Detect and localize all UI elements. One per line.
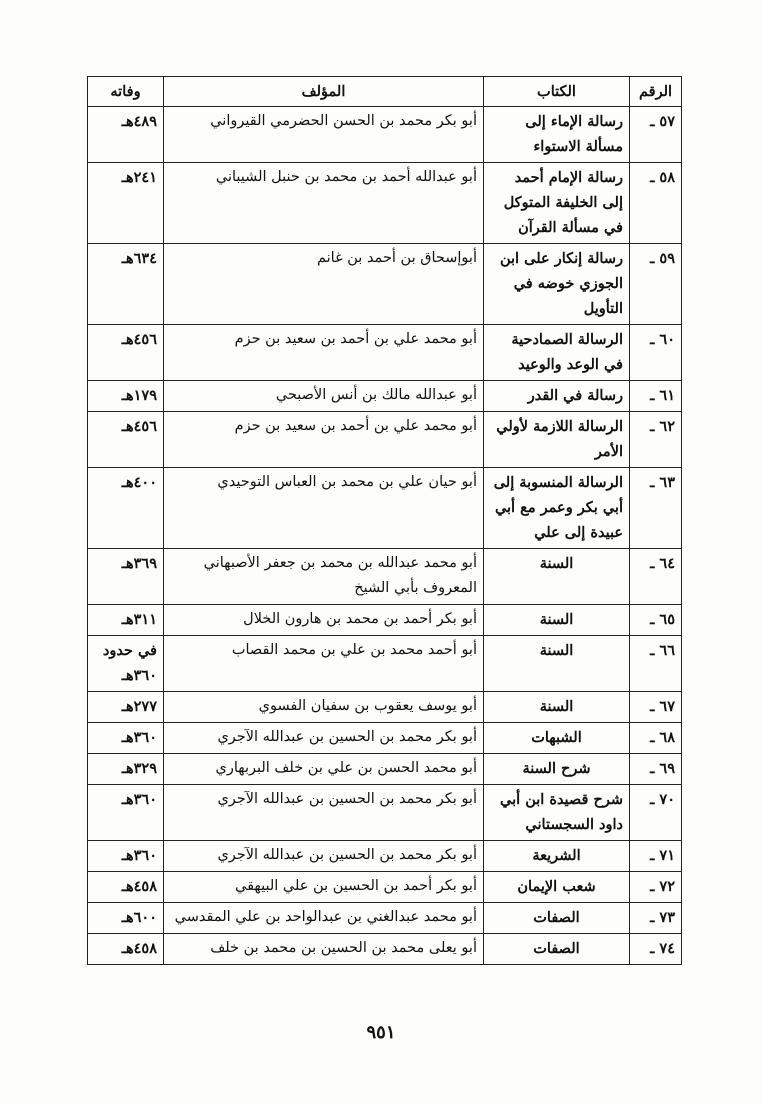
book-title: الرسالة المنسوبة إلى أبي بكر وعمر مع أبي عبيدة إلى علي	[484, 468, 630, 549]
table-row	[88, 325, 682, 381]
author-name: أبو بكر أحمد بن الحسين بن علي البيهقي	[164, 872, 484, 903]
row-number: ٦٤ ـ	[630, 549, 682, 605]
author-name: أبو محمد عبدالغني بن عبدالواحد بن علي المقدسي	[164, 903, 484, 934]
death-year: ٤٥٦هـ	[88, 412, 164, 468]
death-year: ٣٦٩هـ	[88, 549, 164, 605]
author-name: أبو محمد علي بن أحمد بن سعيد بن حزم	[164, 412, 484, 468]
book-title: شرح قصيدة ابن أبي داود السجستاني	[484, 785, 630, 841]
header-book: الكتاب	[484, 77, 630, 107]
author-name: أبو بكر محمد بن الحسين بن عبدالله الآجري	[164, 723, 484, 754]
row-number: ٦٣ ـ	[630, 468, 682, 549]
author-name: أبو عبدالله أحمد بن محمد بن حنبل الشيباني	[164, 163, 484, 244]
row-number: ٧٤ ـ	[630, 934, 682, 965]
book-title: الرسالة الصمادحية في الوعد والوعيد	[484, 325, 630, 381]
death-year: ٣٦٠هـ	[88, 723, 164, 754]
table-row	[88, 549, 682, 605]
book-title: الرسالة اللازمة لأولي الأمر	[484, 412, 630, 468]
book-title: الصفات	[484, 903, 630, 934]
author-name: أبو بكر محمد بن الحسن الحضرمي القيرواني	[164, 107, 484, 163]
table-row	[88, 903, 682, 934]
header-author: المؤلف	[164, 77, 484, 107]
table-row	[88, 754, 682, 785]
death-year: ٢٤١هـ	[88, 163, 164, 244]
death-year: ٤٥٦هـ	[88, 325, 164, 381]
author-name: أبو محمد الحسن بن علي بن خلف البربهاري	[164, 754, 484, 785]
table-row	[88, 841, 682, 872]
author-name: أبو بكر أحمد بن محمد بن هارون الخلال	[164, 605, 484, 636]
book-title: رسالة الإمام أحمد إلى الخليفة المتوكل في مسألة القرآن	[484, 163, 630, 244]
row-number: ٦٦ ـ	[630, 636, 682, 692]
table-row	[88, 381, 682, 412]
row-number: ٦٧ ـ	[630, 692, 682, 723]
author-name: أبو بكر محمد بن الحسين بن عبدالله الآجري	[164, 785, 484, 841]
table-row	[88, 785, 682, 841]
table-row	[88, 107, 682, 163]
table-body	[88, 107, 682, 965]
row-number: ٦٠ ـ	[630, 325, 682, 381]
table-header-row	[88, 77, 682, 107]
author-name: أبو يوسف يعقوب بن سفيان الفسوي	[164, 692, 484, 723]
table-row	[88, 163, 682, 244]
page-number: ٩٥١	[366, 1022, 396, 1043]
death-year: ٤٠٠هـ	[88, 468, 164, 549]
book-title: الصفات	[484, 934, 630, 965]
death-year: ٢٧٧هـ	[88, 692, 164, 723]
author-name: أبو حيان علي بن محمد بن العباس التوحيدي	[164, 468, 484, 549]
author-name: أبو بكر محمد بن الحسين بن عبدالله الآجري	[164, 841, 484, 872]
book-title: السنة	[484, 692, 630, 723]
index-page	[87, 76, 681, 965]
book-title: شرح السنة	[484, 754, 630, 785]
table-row	[88, 244, 682, 325]
death-year: ٣٢٩هـ	[88, 754, 164, 785]
table-row	[88, 872, 682, 903]
row-number: ٥٨ ـ	[630, 163, 682, 244]
row-number: ٧٢ ـ	[630, 872, 682, 903]
header-death: وفاته	[88, 77, 164, 107]
row-number: ٥٩ ـ	[630, 244, 682, 325]
table-row	[88, 723, 682, 754]
row-number: ٦٨ ـ	[630, 723, 682, 754]
book-title: السنة	[484, 605, 630, 636]
row-number: ٦٩ ـ	[630, 754, 682, 785]
author-name: أبو محمد علي بن أحمد بن سعيد بن حزم	[164, 325, 484, 381]
book-title: السنة	[484, 549, 630, 605]
header-num: الرقم	[630, 77, 682, 107]
death-year: ٣٦٠هـ	[88, 841, 164, 872]
author-name: أبو أحمد محمد بن علي بن محمد القصاب	[164, 636, 484, 692]
author-name: أبوإسحاق بن أحمد بن غانم	[164, 244, 484, 325]
death-year: ٣١١هـ	[88, 605, 164, 636]
death-year: ١٧٩هـ	[88, 381, 164, 412]
book-title: شعب الإيمان	[484, 872, 630, 903]
row-number: ٧٣ ـ	[630, 903, 682, 934]
book-title: رسالة في القدر	[484, 381, 630, 412]
author-name: أبو عبدالله مالك بن أنس الأصبحي	[164, 381, 484, 412]
table-row	[88, 412, 682, 468]
book-title: رسالة إنكار على ابن الجوزي خوضه في التأويل	[484, 244, 630, 325]
book-title: الشريعة	[484, 841, 630, 872]
death-year: ٤٨٩هـ	[88, 107, 164, 163]
table-row	[88, 605, 682, 636]
row-number: ٦٢ ـ	[630, 412, 682, 468]
death-year: ٦٣٤هـ	[88, 244, 164, 325]
row-number: ٦١ ـ	[630, 381, 682, 412]
row-number: ٧١ ـ	[630, 841, 682, 872]
death-year: في حدود ٣٦٠هـ	[88, 636, 164, 692]
death-year: ٦٠٠هـ	[88, 903, 164, 934]
table-row	[88, 636, 682, 692]
death-year: ٣٦٠هـ	[88, 785, 164, 841]
row-number: ٧٠ ـ	[630, 785, 682, 841]
book-title: رسالة الإماء إلى مسألة الاستواء	[484, 107, 630, 163]
author-name: أبو يعلى محمد بن الحسين بن محمد بن خلف	[164, 934, 484, 965]
death-year: ٤٥٨هـ	[88, 872, 164, 903]
book-title: الشبهات	[484, 723, 630, 754]
row-number: ٦٥ ـ	[630, 605, 682, 636]
table-row	[88, 468, 682, 549]
death-year: ٤٥٨هـ	[88, 934, 164, 965]
table-row	[88, 934, 682, 965]
books-table	[87, 76, 682, 965]
row-number: ٥٧ ـ	[630, 107, 682, 163]
author-name: أبو محمد عبدالله بن محمد بن جعفر الأصبهاني المعروف بأبي الشيخ	[164, 549, 484, 605]
table-row	[88, 692, 682, 723]
book-title: السنة	[484, 636, 630, 692]
